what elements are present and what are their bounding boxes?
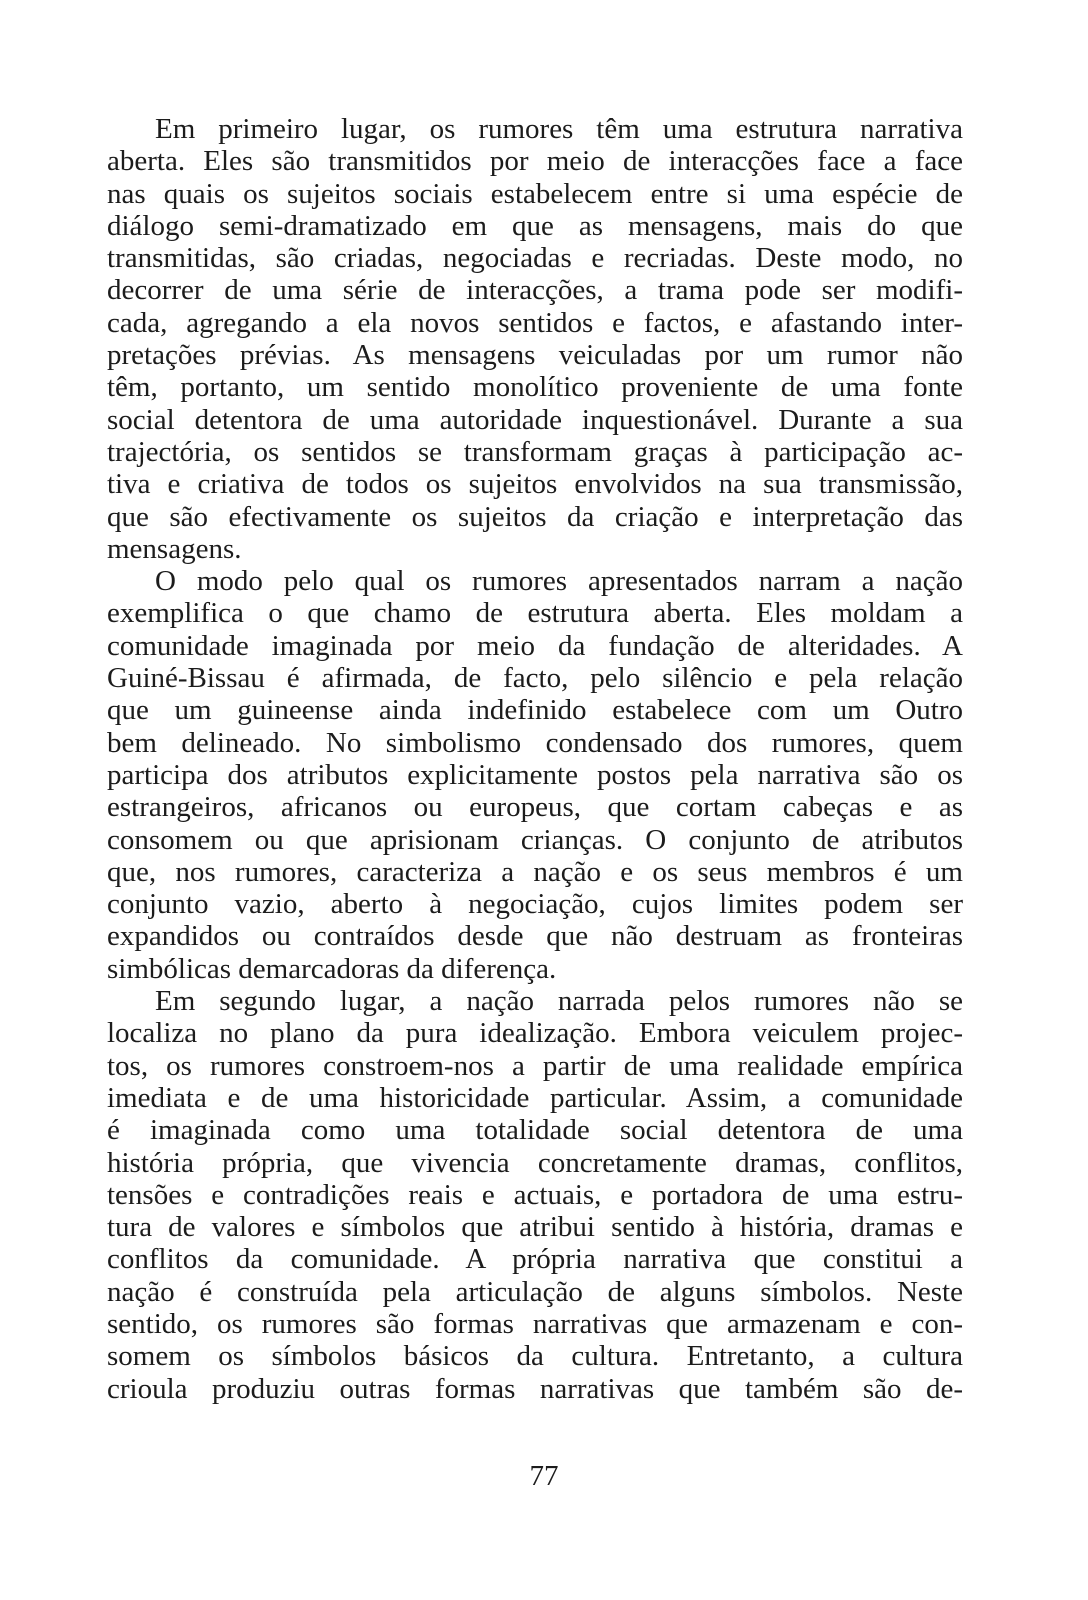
text-line-paragraph-3-start: Em segundo lugar, a nação narrada pelos rumores não se	[155, 985, 963, 1018]
text-line: diálogo semi-dramatizado em que as mensagens, mais do que	[107, 209, 963, 242]
text-line: têm, portanto, um sentido monolítico proveniente de uma fonte	[107, 371, 963, 404]
text-line: nação é construída pela articulação de alguns símbolos. Neste	[107, 1275, 963, 1308]
text-line: que são efectivamente os sujeitos da criação e interpretação das	[107, 500, 963, 533]
text-line: exemplifica o que chamo de estrutura aberta. Eles moldam a	[107, 597, 963, 630]
text-line: história própria, que vivencia concretamente dramas, conflitos,	[107, 1146, 963, 1179]
text-line: consomem ou que aprisionam crianças. O conjunto de atributos	[107, 823, 963, 856]
text-line: nas quais os sujeitos sociais estabelecem entre si uma espécie de	[107, 177, 963, 210]
text-line: somem os símbolos básicos da cultura. Entretanto, a cultura	[107, 1340, 963, 1373]
text-line: tura de valores e símbolos que atribui sentido à história, dramas e	[107, 1211, 963, 1244]
text-line-paragraph-1-end: mensagens.	[107, 532, 242, 565]
text-line: decorrer de uma série de interacções, a trama pode ser modifi-	[107, 274, 963, 307]
text-line: localiza no plano da pura idealização. Embora veiculem projec-	[107, 1017, 963, 1050]
text-line: comunidade imaginada por meio da fundação de alteridades. A	[107, 629, 963, 662]
page-number: 77	[529, 1460, 559, 1492]
text-line-paragraph-1-start: Em primeiro lugar, os rumores têm uma estrutura narrativa	[155, 113, 963, 145]
text-line: participa dos atributos explicitamente postos pela narrativa são os	[107, 758, 963, 791]
text-line: pretações prévias. As mensagens veiculadas por um rumor não	[107, 339, 963, 372]
text-line: conjunto vazio, aberto à negociação, cujos limites podem ser	[107, 888, 963, 921]
text-line-paragraph-2-end: simbólicas demarcadoras da diferença.	[107, 952, 557, 985]
text-line: é imaginada como uma totalidade social detentora de uma	[107, 1114, 963, 1147]
text-line: Guiné-Bissau é afirmada, de facto, pelo silêncio e pela relação	[107, 662, 963, 695]
body-text	[107, 113, 963, 1405]
text-line: bem delineado. No simbolismo condensado dos rumores, quem	[107, 726, 963, 759]
text-line: estrangeiros, africanos ou europeus, que cortam cabeças e as	[107, 791, 963, 824]
text-line: cada, agregando a ela novos sentidos e factos, e afastando inter-	[107, 306, 963, 339]
text-line: social detentora de uma autoridade inquestionável. Durante a sua	[107, 403, 963, 436]
text-line: crioula produziu outras formas narrativas que também são de-	[107, 1372, 963, 1405]
text-line: tos, os rumores constroem-nos a partir de uma realidade empírica	[107, 1049, 963, 1082]
text-line: trajectória, os sentidos se transformam graças à participação ac-	[107, 435, 963, 468]
text-line: que, nos rumores, caracteriza a nação e os seus membros é um	[107, 855, 963, 888]
text-line-paragraph-2-start: O modo pelo qual os rumores apresentados narram a nação	[155, 565, 963, 598]
text-line: imediata e de uma historicidade particular. Assim, a comunidade	[107, 1081, 963, 1114]
text-line: transmitidas, são criadas, negociadas e recriadas. Deste modo, no	[107, 242, 963, 275]
text-line: que um guineense ainda indefinido estabelece com um Outro	[107, 694, 963, 727]
text-line: expandidos ou contraídos desde que não destruam as fronteiras	[107, 920, 963, 953]
text-line: tensões e contradições reais e actuais, e portadora de uma estru-	[107, 1178, 963, 1211]
text-line: tiva e criativa de todos os sujeitos envolvidos na sua transmissão,	[107, 468, 963, 501]
text-line: sentido, os rumores são formas narrativas que armazenam e con-	[107, 1307, 963, 1340]
text-line: conflitos da comunidade. A própria narrativa que constitui a	[107, 1243, 963, 1276]
text-line: aberta. Eles são transmitidos por meio de interacções face a face	[107, 145, 963, 178]
